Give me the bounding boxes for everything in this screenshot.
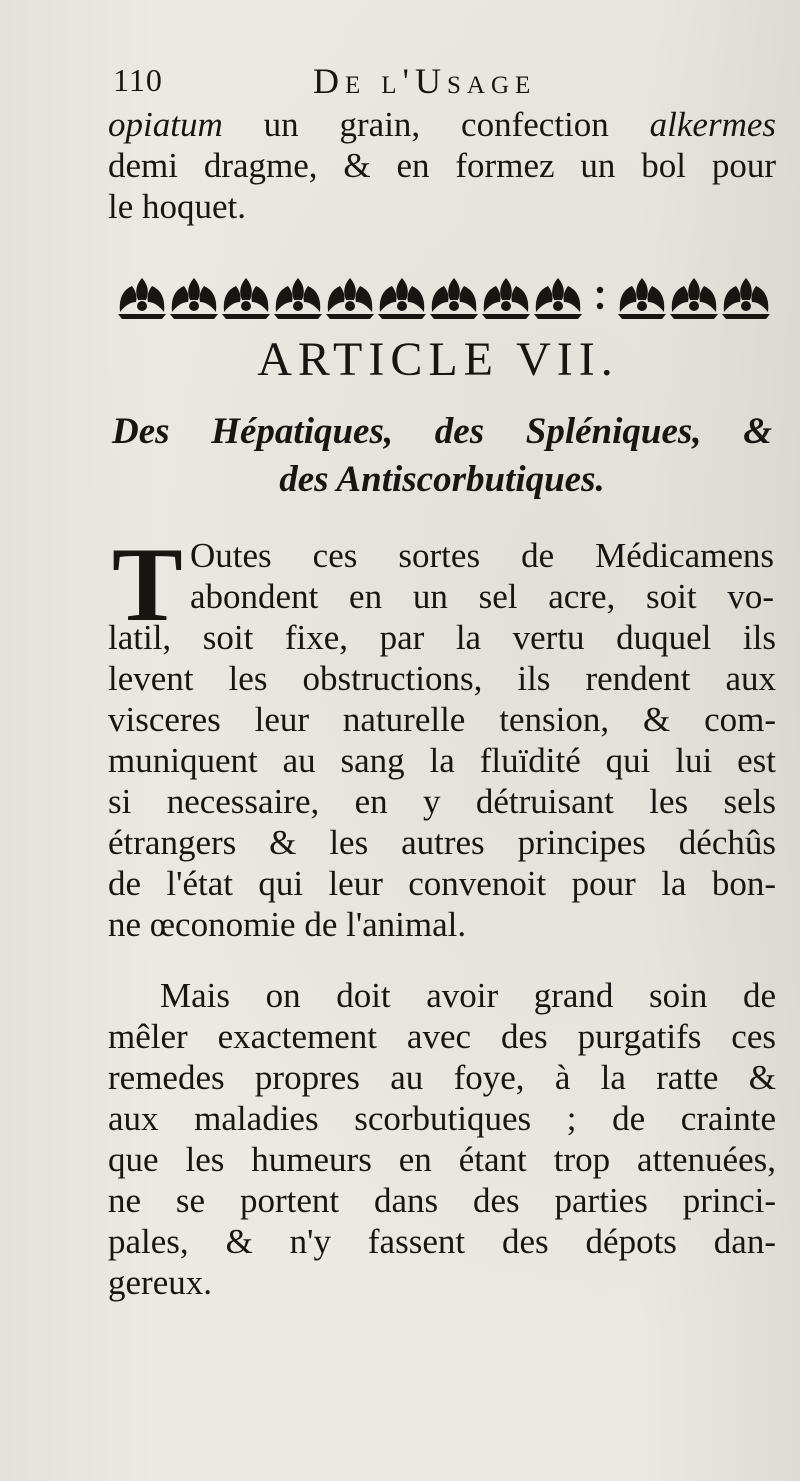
fleuron-icon <box>326 278 374 319</box>
text-line: le hoquet. <box>108 187 247 226</box>
fleuron-icon <box>482 278 530 319</box>
text-line: visceres leur naturelle tension, & com- <box>108 700 776 739</box>
text-line: étrangers & les autres principes déchûs <box>108 823 776 862</box>
article-subtitle <box>112 408 772 504</box>
subtitle-line-1: Des Hépatiques, des Spléniques, & <box>112 411 772 452</box>
text-line: demi dragme, & en formez un bol pour <box>108 146 776 185</box>
drop-capital: T <box>112 526 183 643</box>
fleuron-icon <box>670 278 718 319</box>
text-line <box>108 104 776 145</box>
text-line: de l'état qui leur convenoit pour la bon- <box>108 864 776 903</box>
separator-dots <box>597 287 603 309</box>
text-line: muniquent au sang la fluïdité qui lui est <box>108 741 776 780</box>
paragraph-1-opening <box>190 535 774 617</box>
page-number: 110 <box>113 62 163 98</box>
fleuron-icon <box>170 278 218 319</box>
fleuron-icon <box>430 278 478 319</box>
text-line: ne se portent dans des parties princi- <box>108 1181 776 1220</box>
text-line: mêler exactement avec des purgatifs ces <box>108 1017 776 1056</box>
text-line: si necessaire, en y détruisant les sels <box>108 782 776 821</box>
text-line: levent les obstructions, ils rendent aux <box>108 659 776 698</box>
text-line: aux maladies scorbutiques ; de crainte <box>108 1099 776 1138</box>
page-header <box>113 56 673 102</box>
subtitle-line-2: des Antiscorbutiques. <box>279 459 605 500</box>
text-line: abondent en un sel acre, soit vo- <box>190 577 774 616</box>
text-line: que les humeurs en étant trop attenuées, <box>108 1140 776 1179</box>
text-line: Outes ces sortes de Médicamens <box>190 536 774 575</box>
text-line-part: un grain, confection <box>263 105 609 144</box>
text-line: gereux. <box>108 1263 212 1302</box>
intro-text <box>108 104 776 227</box>
fleuron-icon <box>722 278 770 319</box>
fleuron-icon <box>534 278 582 319</box>
fleuron-icon <box>274 278 322 319</box>
fleuron-icon <box>222 278 270 319</box>
text-line-italic: alkermes <box>649 105 777 144</box>
paragraph-1-body <box>108 617 776 945</box>
text-line: remedes propres au foye, à la ratte & <box>108 1058 776 1097</box>
running-head: De l'Usage <box>313 61 537 101</box>
text-line: latil, soit fixe, par la vertu duquel ils <box>108 618 776 657</box>
fleuron-icon <box>378 278 426 319</box>
fleuron-icon <box>118 278 166 319</box>
fleuron-icon <box>618 278 666 319</box>
fleuron-ornament-band <box>116 272 772 322</box>
paragraph-2 <box>108 975 776 1303</box>
text-line: ne œconomie de l'animal. <box>108 905 467 944</box>
text-line: Mais on doit avoir grand soin de <box>160 976 776 1015</box>
text-line-italic: opiatum <box>108 105 223 144</box>
article-title: ARTICLE VII. <box>257 333 619 386</box>
text-line: pales, & n'y fassent des dépots dan- <box>108 1222 776 1261</box>
